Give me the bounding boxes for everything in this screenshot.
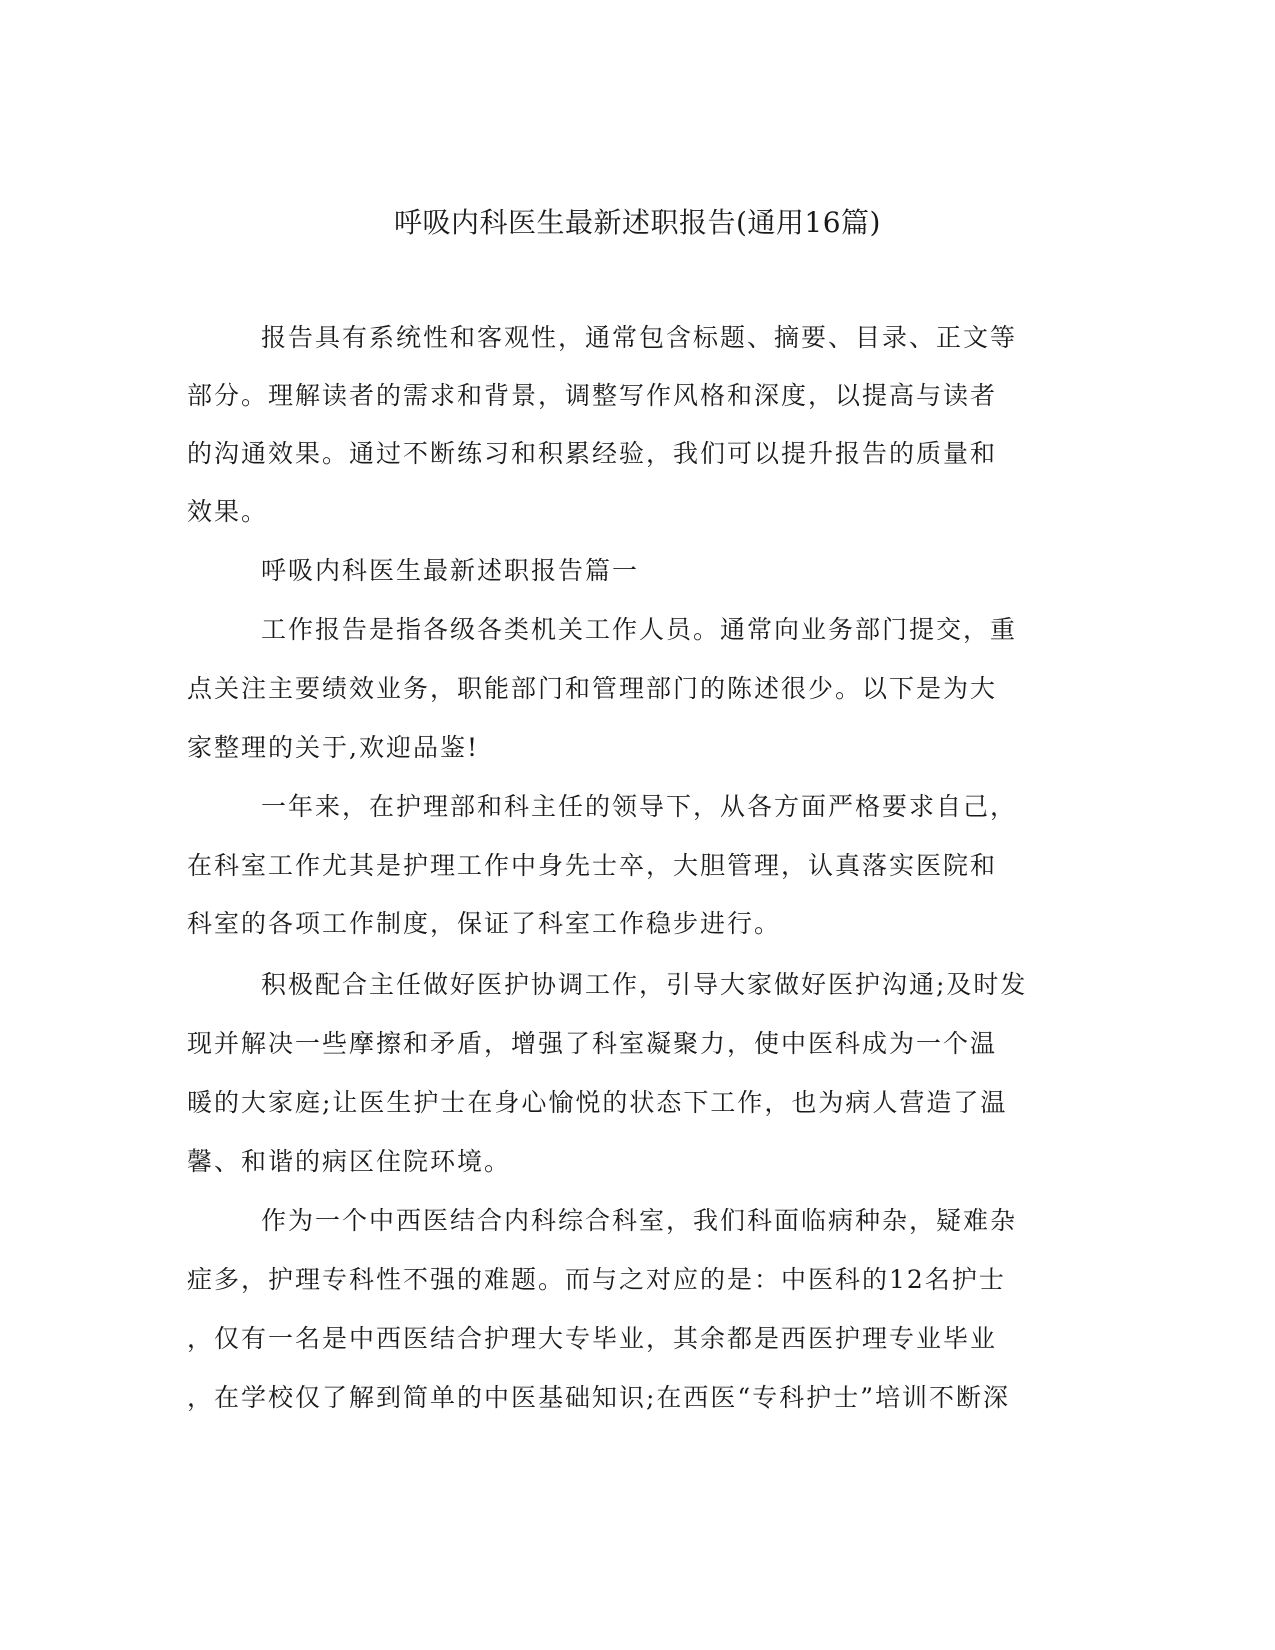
- text-line: 点关注主要绩效业务，职能部门和管理部门的陈述很少。以下是为大: [187, 674, 998, 703]
- text-line: 作为一个中西医结合内科综合科室，我们科面临病种杂，疑难杂: [261, 1206, 1018, 1235]
- text-line: 在科室工作尤其是护理工作中身先士卒，大胆管理，认真落实医院和: [187, 851, 998, 880]
- section-heading: 呼吸内科医生最新述职报告篇一: [261, 556, 640, 585]
- text-line: 馨、和谐的病区住院环境。: [187, 1147, 512, 1176]
- text-line: 一年来，在护理部和科主任的领导下，从各方面严格要求自己，: [261, 792, 1018, 821]
- text-line: 科室的各项工作制度，保证了科室工作稳步进行。: [187, 909, 782, 938]
- text-line: 现并解决一些摩擦和矛盾，增强了科室凝聚力，使中医科成为一个温: [187, 1029, 998, 1058]
- text-line: 家整理的关于,欢迎品鉴!: [187, 733, 479, 762]
- text-line: 积极配合主任做好医护协调工作，引导大家做好医护沟通;及时发: [261, 970, 1028, 999]
- text-line: 症多，护理专科性不强的难题。而与之对应的是：中医科的12名护士: [187, 1265, 1006, 1294]
- text-line: 工作报告是指各级各类机关工作人员。通常向业务部门提交，重: [261, 615, 1018, 644]
- text-line: ，在学校仅了解到简单的中医基础知识;在西医“专科护士”培训不断深: [187, 1383, 1010, 1412]
- text-line: 部分。理解读者的需求和背景，调整写作风格和深度，以提高与读者: [187, 381, 998, 410]
- text-line: 暖的大家庭;让医生护士在身心愉悦的状态下工作，也为病人营造了温: [187, 1088, 1008, 1117]
- text-line: 报告具有系统性和客观性，通常包含标题、摘要、目录、正文等: [261, 323, 1018, 352]
- text-line: 的沟通效果。通过不断练习和积累经验，我们可以提升报告的质量和: [187, 439, 998, 468]
- text-line: ，仅有一名是中西医结合护理大专毕业，其余都是西医护理专业毕业: [187, 1324, 998, 1353]
- document-title: 呼吸内科医生最新述职报告(通用16篇): [394, 206, 881, 239]
- text-line: 效果。: [187, 497, 269, 526]
